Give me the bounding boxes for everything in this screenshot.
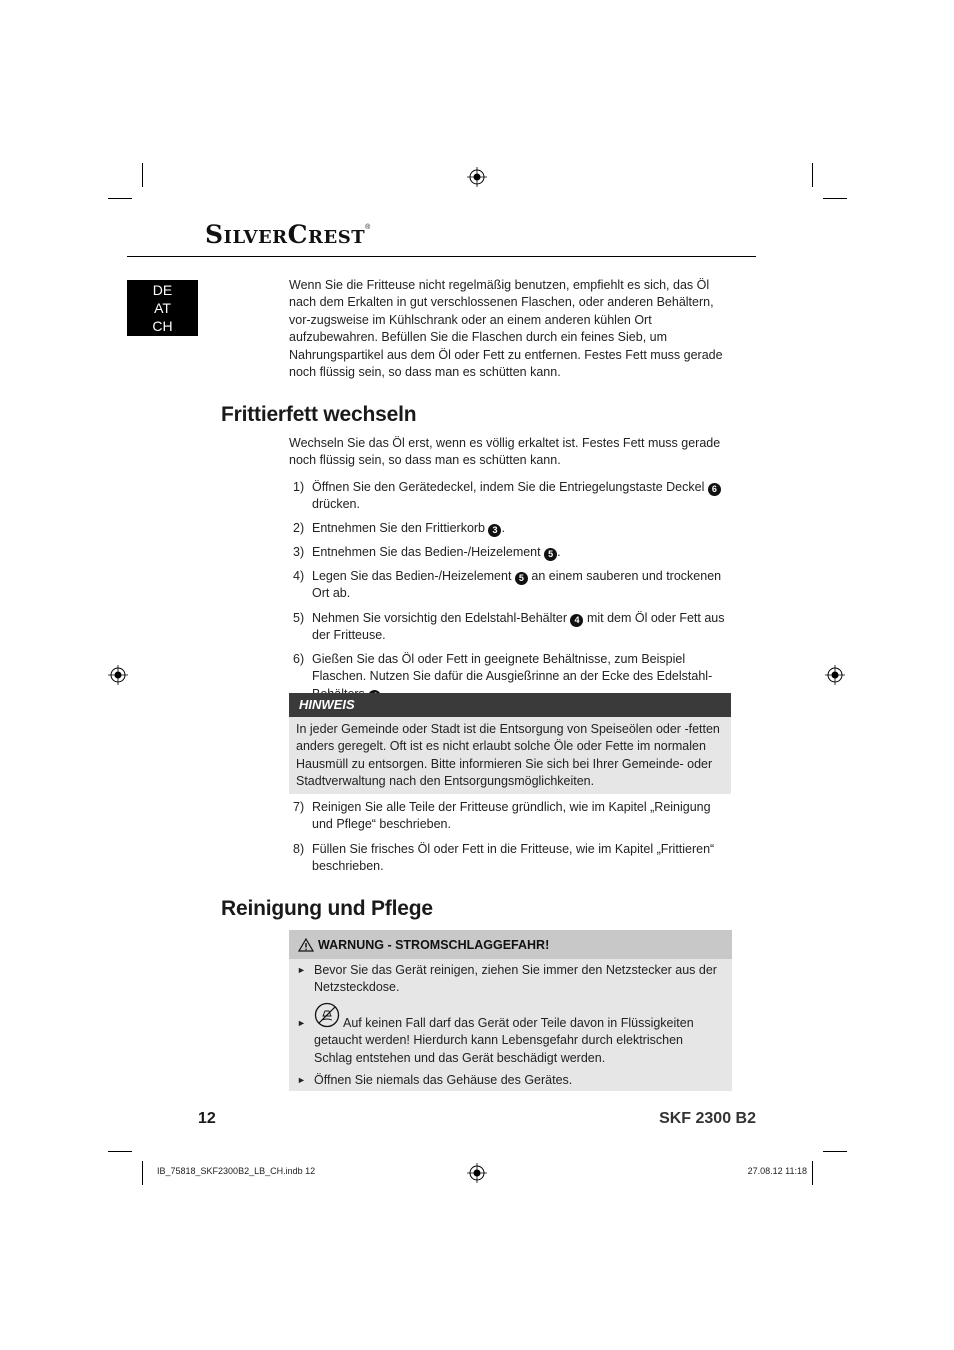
list-item: ► Öffnen Sie niemals das Gehäuse des Gerätes. xyxy=(297,1072,722,1089)
warning-header xyxy=(289,930,732,959)
print-date: 27.08.12 11:18 xyxy=(747,1166,807,1176)
bullet-arrow-icon: ► xyxy=(297,1075,306,1085)
registration-mark-icon xyxy=(467,1163,487,1183)
list-item: ► Bevor Sie das Gerät reinigen, ziehen Sie immer den Netzstecker aus der Netzsteckdose. xyxy=(297,963,717,995)
part-number-badge: 5 xyxy=(515,572,528,585)
crop-mark xyxy=(108,1151,132,1152)
model-number: SKF 2300 B2 xyxy=(659,1110,756,1127)
language-tab xyxy=(127,280,198,336)
crop-mark xyxy=(142,163,143,187)
crop-mark xyxy=(812,163,813,187)
crop-mark xyxy=(823,1151,847,1152)
language-code: AT xyxy=(154,300,171,316)
part-number-badge: 3 xyxy=(488,524,501,537)
brand-logo: SilverCrest® xyxy=(205,220,371,249)
section-intro: Wechseln Sie das Öl erst, wenn es völlig erkaltet ist. Festes Fett muss gerade noch flüssig sein, so dass man es schütten kann. xyxy=(289,436,721,468)
warning-triangle-icon xyxy=(298,938,314,952)
print-file-info: IB_75818_SKF2300B2_LB_CH.indb 12 xyxy=(157,1166,316,1176)
list-item: 5) Nehmen Sie vorsichtig den Edelstahl-Behälter 4 mit dem Öl oder Fett aus der Fritteuse. xyxy=(293,611,725,643)
bullet-arrow-icon: ► xyxy=(297,965,306,975)
section-heading-reinigung: Reinigung und Pflege xyxy=(221,897,433,920)
crop-mark xyxy=(142,1161,143,1185)
language-code: DE xyxy=(152,282,173,298)
list-item: 8) Füllen Sie frisches Öl oder Fett in die Fritteuse, wie im Kapitel „Frittieren“ beschrieben. xyxy=(293,842,715,874)
list-item: 6) Gießen Sie das Öl oder Fett in geeignete Behältnisse, zum Beispiel Flaschen. Nutzen Sie dafür die Ausgießrinne an der Ecke des Edelstahl- xyxy=(293,651,733,703)
part-number-badge: 5 xyxy=(544,548,557,561)
crop-mark xyxy=(823,198,847,199)
warning-label: WARNUNG - STROMSCHLAGGEFAHR! xyxy=(318,938,550,952)
page-number: 12 xyxy=(198,1110,216,1127)
part-number-badge: 6 xyxy=(708,483,721,496)
part-number-badge: 4 xyxy=(570,614,583,627)
crop-mark xyxy=(108,198,132,199)
list-item: 7) Reinigen Sie alle Teile der Fritteuse gründlich, wie im Kapitel „Reinigung und Pflege“ beschrieben. xyxy=(293,800,711,832)
note-body: In jeder Gemeinde oder Stadt ist die Entsorgung von Speiseölen oder -fetten anders geregelt. Oft ist es nicht erlaubt solche Öle oder Fette im normalen Hausmüll zu entsorgen. Bitte informieren Sie sich bei Ihrer Gemeinde- oder Stadtverwaltung nach den Entsorgungsmöglichkeiten. xyxy=(289,717,731,794)
list-item: 1) Öffnen Sie den Gerätedeckel, indem Sie die Entriegelungstaste Deckel 6 drücken. xyxy=(293,479,733,514)
language-code: CH xyxy=(152,318,173,334)
list-item: 4) Legen Sie das Bedien-/Heizelement 5 an einem sauberen und trockenen Ort ab. xyxy=(293,569,722,601)
registration-mark-icon xyxy=(825,665,845,685)
list-item: 2) Entnehmen Sie den Frittierkorb 3 . xyxy=(293,521,505,535)
header-rule xyxy=(127,256,756,257)
list-item: 3) Entnehmen Sie das Bedien-/Heizelement 5 . xyxy=(293,545,561,559)
no-immersion-icon xyxy=(314,1002,340,1028)
list-item: ► Auf keinen Fall darf das Gerät oder Teile davon in Flüssigkeiten getaucht werden! Hierdurch kann Lebensgefahr durch elektrischen Schlag entstehen und das Gerät beschädigt werden. xyxy=(297,1015,722,1067)
registration-mark-icon xyxy=(108,665,128,685)
crop-mark xyxy=(812,1161,813,1185)
registration-mark-icon xyxy=(467,167,487,187)
note-header: HINWEIS xyxy=(289,693,731,717)
section-heading-frittierfett: Frittierfett wechseln xyxy=(221,403,417,426)
bullet-arrow-icon: ► xyxy=(297,1018,306,1028)
intro-paragraph: Wenn Sie die Fritteuse nicht regelmäßig benutzen, empfiehlt es sich, das Öl nach dem Erkalten in gut verschlossenen Flaschen, oder anderen Behältern, vor-zugsweise im Kühlschrank oder an einem anderen kühlen Ort aufzubewahren. Befüllen Sie die Flaschen durch ein feines Sieb, um Nahrungspartikel aus dem Öl oder Fett zu entfernen. Festes Fett muss gerade noch flüssig sein, so dass man es schütten kann. xyxy=(289,278,723,380)
